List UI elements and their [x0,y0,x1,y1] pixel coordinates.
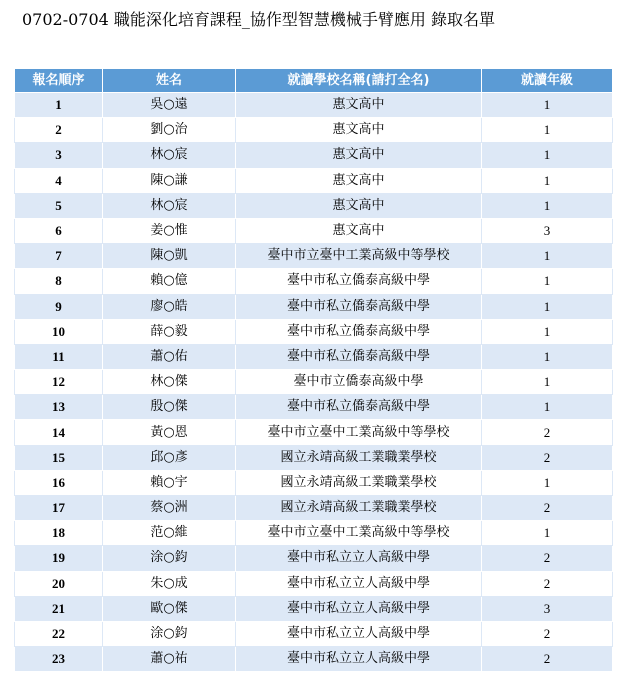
cell-school: 臺中市立臺中工業高級中等學校 [236,521,482,546]
cell-registration-order: 2 [15,118,103,143]
table-row [15,445,613,470]
header-registration-order: 報名順序 [15,69,103,93]
cell-name: 林○宸 [103,143,236,168]
cell-grade: 2 [482,445,613,470]
cell-registration-order: 19 [15,546,103,571]
cell-name: 陳○謙 [103,168,236,193]
table-row [15,193,613,218]
cell-grade: 2 [482,571,613,596]
cell-school: 臺中市私立立人高級中學 [236,571,482,596]
cell-grade: 1 [482,193,613,218]
cell-registration-order: 13 [15,395,103,420]
cell-grade: 3 [482,218,613,243]
cell-grade: 1 [482,319,613,344]
table-row [15,470,613,495]
cell-grade: 1 [482,269,613,294]
cell-grade: 1 [482,168,613,193]
cell-grade: 1 [482,143,613,168]
cell-school: 惠文高中 [236,193,482,218]
cell-registration-order: 15 [15,445,103,470]
cell-name: 朱○成 [103,571,236,596]
cell-name: 劉○治 [103,118,236,143]
table-row [15,571,613,596]
table-row [15,319,613,344]
cell-name: 林○宸 [103,193,236,218]
cell-name: 吳○遠 [103,93,236,118]
table-row [15,269,613,294]
cell-grade: 1 [482,294,613,319]
cell-name: 陳○凱 [103,244,236,269]
table-row [15,420,613,445]
cell-registration-order: 7 [15,244,103,269]
cell-registration-order: 20 [15,571,103,596]
cell-grade: 2 [482,621,613,646]
cell-name: 蕭○佑 [103,344,236,369]
cell-school: 臺中市私立立人高級中學 [236,546,482,571]
cell-name: 黃○恩 [103,420,236,445]
cell-grade: 1 [482,244,613,269]
document-title: 0702-0704 職能深化培育課程_協作型智慧機械手臂應用 錄取名單 [22,10,496,29]
cell-name: 涂○鈞 [103,621,236,646]
cell-school: 惠文高中 [236,143,482,168]
cell-registration-order: 1 [15,93,103,118]
admission-list-table [14,68,613,672]
table-row [15,521,613,546]
cell-school: 臺中市私立立人高級中學 [236,596,482,621]
cell-name: 蔡○洲 [103,496,236,521]
cell-grade: 1 [482,521,613,546]
cell-school: 國立永靖高級工業職業學校 [236,470,482,495]
table-row [15,294,613,319]
cell-name: 殷○傑 [103,395,236,420]
cell-name: 賴○億 [103,269,236,294]
cell-school: 惠文高中 [236,118,482,143]
cell-grade: 1 [482,118,613,143]
cell-registration-order: 6 [15,218,103,243]
cell-grade: 2 [482,496,613,521]
cell-school: 國立永靖高級工業職業學校 [236,445,482,470]
header-grade: 就讀年級 [482,69,613,93]
cell-grade: 2 [482,647,613,672]
cell-grade: 1 [482,395,613,420]
table-row [15,596,613,621]
cell-school: 臺中市私立僑泰高級中學 [236,344,482,369]
table-body [15,93,613,672]
cell-registration-order: 21 [15,596,103,621]
cell-name: 蕭○祐 [103,647,236,672]
cell-name: 涂○鈞 [103,546,236,571]
table-row [15,395,613,420]
cell-registration-order: 12 [15,370,103,395]
cell-school: 臺中市立臺中工業高級中等學校 [236,420,482,445]
cell-registration-order: 16 [15,470,103,495]
table-row [15,546,613,571]
cell-school: 臺中市私立僑泰高級中學 [236,395,482,420]
table-header-row [15,69,613,93]
cell-name: 薛○毅 [103,319,236,344]
header-school: 就讀學校名稱(請打全名) [236,69,482,93]
table-row [15,647,613,672]
cell-school: 臺中市私立立人高級中學 [236,647,482,672]
cell-grade: 3 [482,596,613,621]
table-row [15,244,613,269]
cell-name: 邱○彥 [103,445,236,470]
cell-registration-order: 4 [15,168,103,193]
cell-school: 臺中市私立僑泰高級中學 [236,294,482,319]
table-row [15,496,613,521]
cell-school: 臺中市立僑泰高級中學 [236,370,482,395]
table-row [15,621,613,646]
cell-grade: 1 [482,93,613,118]
table-row [15,344,613,369]
cell-registration-order: 5 [15,193,103,218]
cell-grade: 1 [482,370,613,395]
cell-name: 林○傑 [103,370,236,395]
cell-registration-order: 14 [15,420,103,445]
cell-name: 廖○皓 [103,294,236,319]
cell-school: 臺中市立臺中工業高級中等學校 [236,244,482,269]
cell-school: 臺中市私立立人高級中學 [236,621,482,646]
cell-school: 臺中市私立僑泰高級中學 [236,319,482,344]
cell-school: 惠文高中 [236,168,482,193]
table-row [15,118,613,143]
cell-school: 惠文高中 [236,218,482,243]
cell-school: 國立永靖高級工業職業學校 [236,496,482,521]
cell-registration-order: 17 [15,496,103,521]
cell-name: 范○維 [103,521,236,546]
cell-school: 臺中市私立僑泰高級中學 [236,269,482,294]
cell-name: 歐○傑 [103,596,236,621]
table-row [15,218,613,243]
cell-registration-order: 11 [15,344,103,369]
cell-registration-order: 10 [15,319,103,344]
header-name: 姓名 [103,69,236,93]
table-row [15,143,613,168]
cell-grade: 2 [482,420,613,445]
table-row [15,168,613,193]
cell-registration-order: 23 [15,647,103,672]
cell-school: 惠文高中 [236,93,482,118]
cell-registration-order: 9 [15,294,103,319]
cell-grade: 1 [482,470,613,495]
table-row [15,370,613,395]
cell-registration-order: 8 [15,269,103,294]
cell-grade: 2 [482,546,613,571]
cell-name: 姜○惟 [103,218,236,243]
cell-registration-order: 22 [15,621,103,646]
cell-grade: 1 [482,344,613,369]
cell-registration-order: 3 [15,143,103,168]
cell-registration-order: 18 [15,521,103,546]
table-row [15,93,613,118]
cell-name: 賴○宇 [103,470,236,495]
